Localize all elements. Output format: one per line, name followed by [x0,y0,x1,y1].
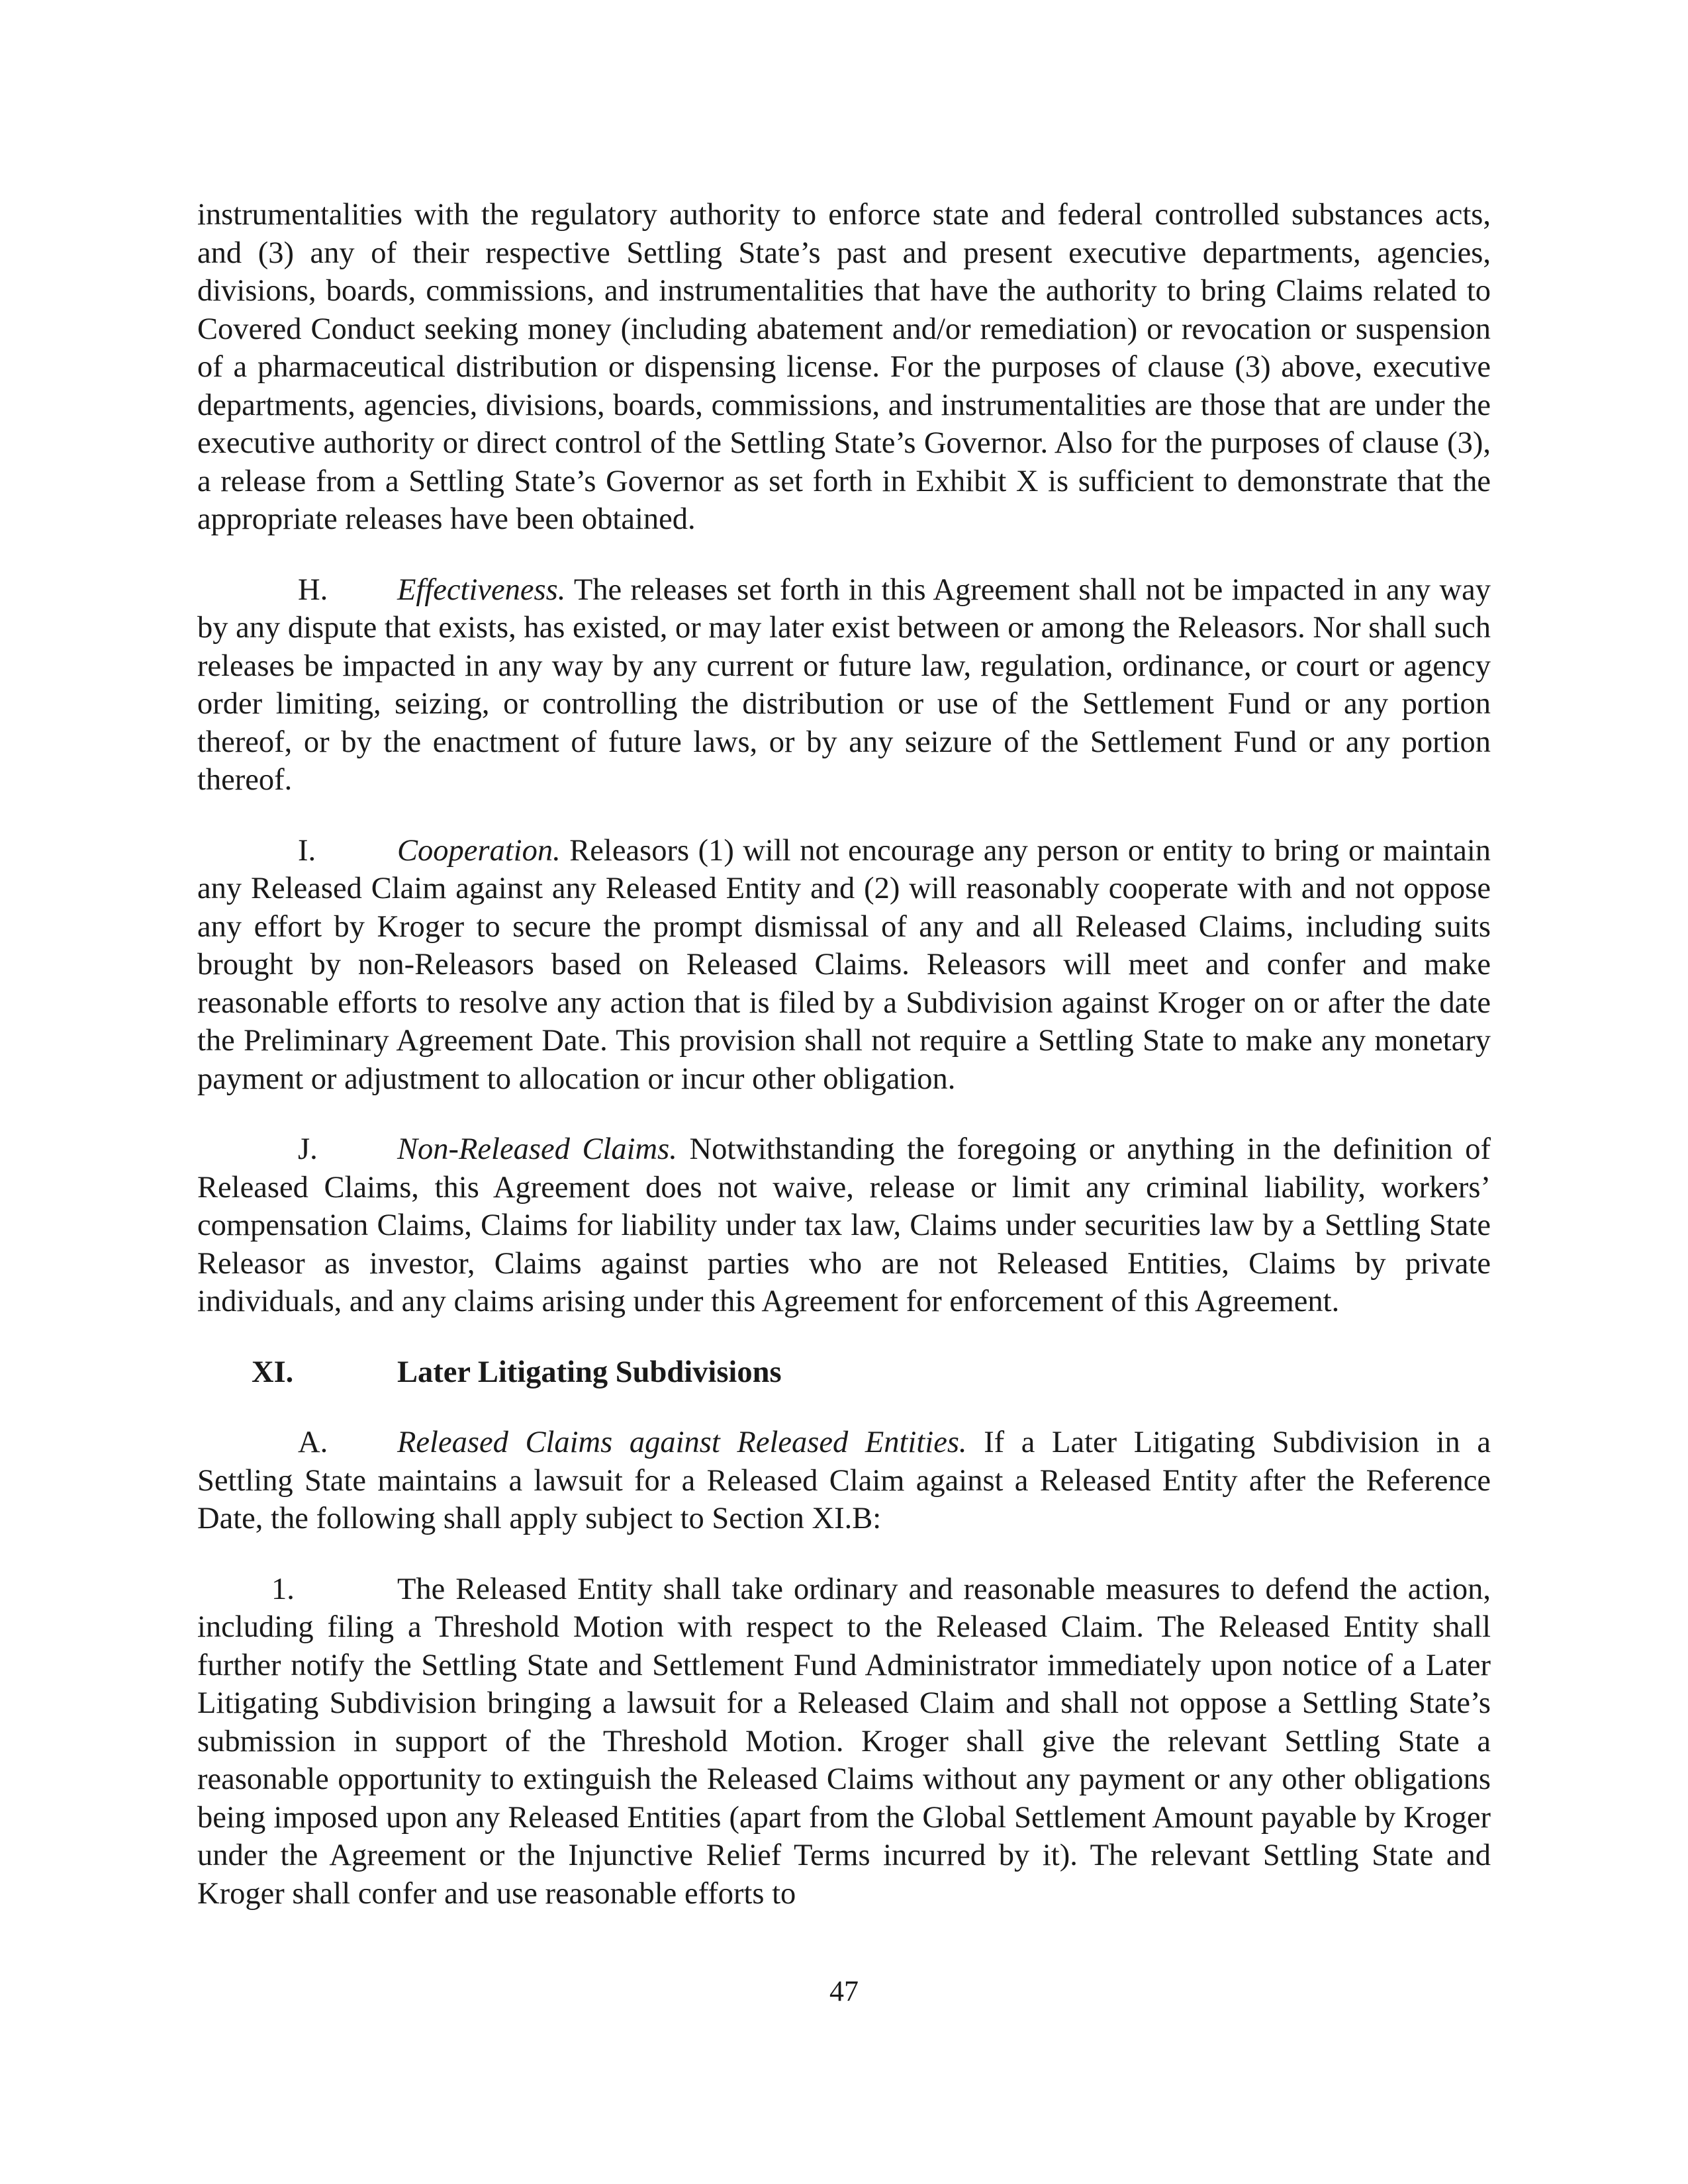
section-i-paragraph [197,832,1491,1099]
section-h-marker: H. [298,572,328,607]
section-xi-a-title: Released Claims against Released Entities. [397,1426,967,1459]
section-i-marker: I. [298,833,316,868]
page-number: 47 [829,1975,859,2007]
item-1-marker: 1. [271,1572,295,1606]
article-xi-title: Later Litigating Subdivisions [397,1355,782,1389]
paragraph-g-continuation: instrumentalities with the regulatory authority to enforce state and federal controlled substances acts, and (3) any of their respective Settling State’s past and present executive departments, agencies, divisions, boards, commissions, and instrumentalities that have the authority to bring Claims related to Covered Conduct seeking money (including abatement and/or remediation) or revocation or suspension of a pharmaceutical distribution or dispensing license. For the purposes of clause (3) above, executive departments, agencies, divisions, boards, commissions, and instrumentalities are those that are under the executive authority or direct control of the Settling State’s Governor. Also for the purposes of clause (3), a release from a Settling State’s Governor as set forth in Exhibit X is sufficient to demonstrate that the appropriate releases have been obtained. [197,198,1491,536]
item-1-paragraph [197,1570,1491,1913]
section-j-marker: J. [298,1132,318,1166]
section-xi-a-paragraph [197,1424,1491,1538]
section-xi-a-marker: A. [298,1426,328,1459]
section-j-paragraph [197,1130,1491,1321]
document-page [197,196,1491,1913]
section-j-text: Notwithstanding the foregoing or anything in the definition of Released Claims, this Agreement does not waive, release or limit any criminal liability, workers’ compensation Claims, Claims for liability under tax law, Claims under securities law by a Settling State Releasor as investor, Claims against parties who are not Released Entities, Claims by private individuals, and any claims arising under this Agreement for enforcement of this Agreement. [197,1132,1491,1318]
section-i-title: Cooperation. [397,833,561,868]
section-i-text: Releasors (1) will not encourage any person or entity to bring or maintain any Released Claim against any Released Entity and (2) will reasonably cooperate with and not oppose any effort by Kroger to secure the prompt dismissal of any and all Released Claims, including suits brought by non-Releasors based on Released Claims. Releasors will meet and confer and make reasonable efforts to resolve any action that is filed by a Subdivision against Kroger on or after the date the Preliminary Agreement Date. This provision shall not require a Settling State to make any monetary payment or adjustment to allocation or incur other obligation. [197,833,1491,1096]
section-h-title: Effectiveness. [397,572,566,607]
section-h-text: The releases set forth in this Agreement shall not be impacted in any way by any dispute that exists, has existed, or may later exist between or among the Releasors. Nor shall such releases be impacted in any way by any current or future law, regulation, ordinance, or court or agency order limiting, seizing, or controlling the distribution or use of the Settlement Fund or any portion thereof, or by the enactment of future laws, or by any seizure of the Settlement Fund or any portion thereof. [197,572,1491,797]
article-xi-number: XI. [252,1355,294,1389]
section-xi-a-text: If a Later Litigating Subdivision in a Settling State maintains a lawsuit for a Released Claim against a Released Entity after the Reference Date, the following shall apply subject to Section XI.B: [197,1426,1491,1535]
section-j-title: Non-Released Claims. [397,1132,677,1166]
section-h-paragraph [197,571,1491,799]
item-1-text: The Released Entity shall take ordinary and reasonable measures to defend the action, including filing a Threshold Motion with respect to the Released Claim. The Released Entity shall further notify the Settling State and Settlement Fund Administrator immediately upon notice of a Later Litigating Subdivision bringing a lawsuit for a Released Claim and shall not oppose a Settling State’s submission in support of the Threshold Motion. Kroger shall give the relevant Settling State a reasonable opportunity to extinguish the Released Claims without any payment or any other obligations being imposed upon any Released Entities (apart from the Global Settlement Amount payable by Kroger under the Agreement or the Injunctive Relief Terms incurred by it). The relevant Settling State and Kroger shall confer and use reasonable efforts to [197,1572,1491,1911]
article-xi-heading [197,1353,1491,1392]
